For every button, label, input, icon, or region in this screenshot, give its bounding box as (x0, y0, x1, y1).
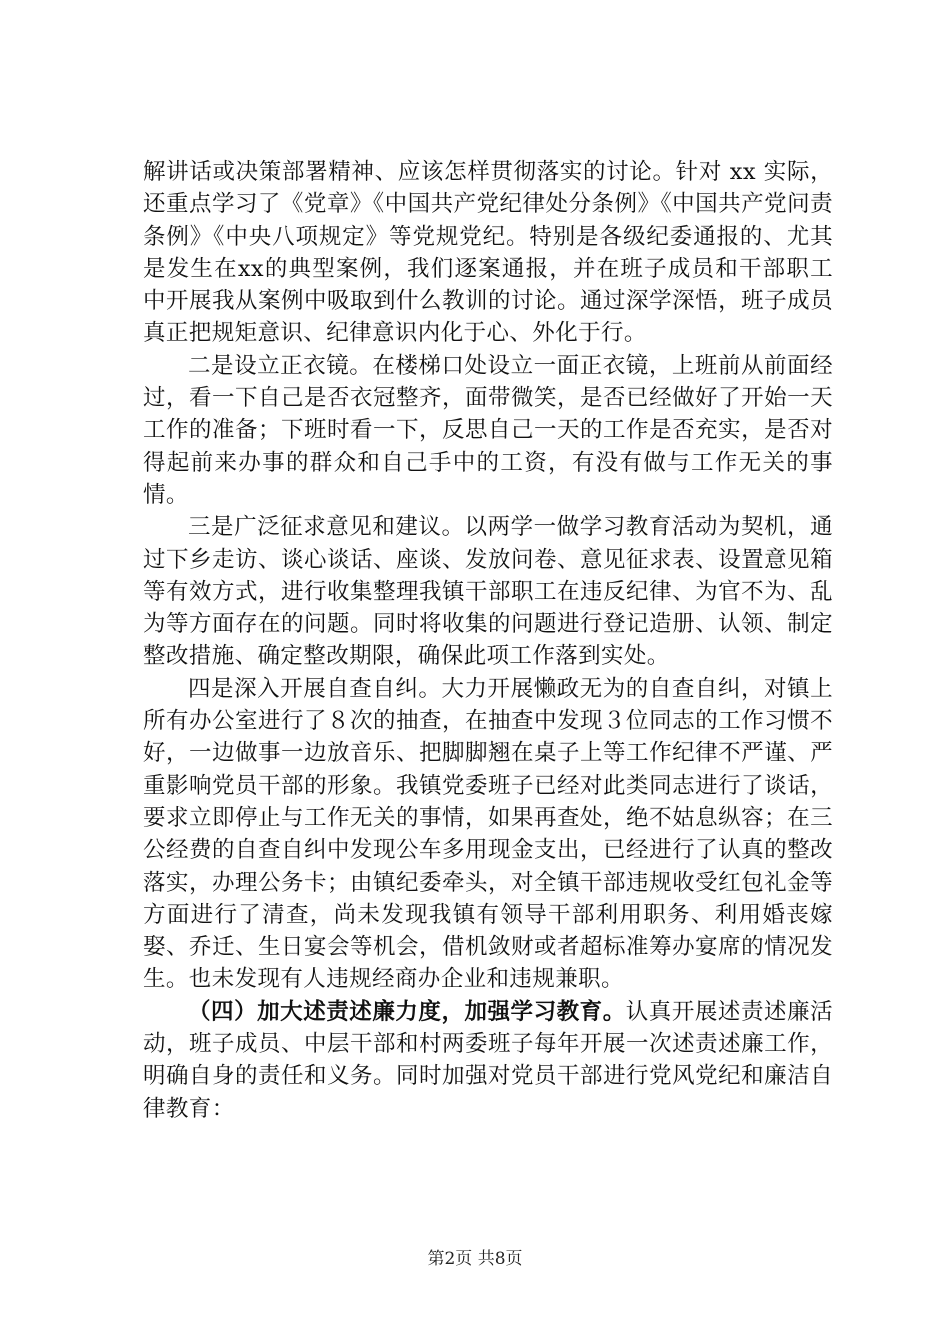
paragraph-mirror: 二是设立正衣镜。在楼梯口处设立一面正衣镜，上班前从前面经过，看一下自己是否衣冠整齐，面带微笑，是否已经做好了开始一天工作的准备；下班时看一下，反思自己一天的工作是否充实，是否对得起前来办事的群众和自己手中的工资，有没有做与工作无关的事情。 (143, 352, 833, 508)
paragraph-accountability (143, 996, 833, 1125)
paragraph-study: 解讲话或决策部署精神、应该怎样贯彻落实的讨论。针对 xx 实际，还重点学习了《党章》《中国共产党纪律处分条例》《中国共产党问责条例》《中央八项规定》等党规党纪。特别是各级纪委通报的、尤其是发生在xx的典型案例，我们逐案通报，并在班子成员和干部职工中开展我从案例中吸取到什么教训的讨论。通过深学深悟，班子成员真正把规矩意识、纪律意识内化于心、外化于行。 (143, 159, 833, 347)
paragraph-self-inspection: 四是深入开展自查自纠。大力开展懒政无为的自查自纠，对镇上所有办公室进行了８次的抽查，在抽查中发现３位同志的工作习惯不好，一边做事一边放音乐、把脚脚翘在桌子上等工作纪律不严谨、严重影响党员干部的形象。我镇党委班子已经对此类同志进行了谈话，要求立即停止与工作无关的事情，如果再查处，绝不姑息纵容；在三公经费的自查自纠中发现公车多用现金支出，已经进行了认真的整改落实，办理公务卡；由镇纪委牵头，对全镇干部违规收受红包礼金等方面进行了清查，尚未发现我镇有领导干部利用职务、利用婚丧嫁娶、乔迁、生日宴会等机会，借机敛财或者超标准筹办宴席的情况发生。也未发现有人违规经商办企业和违规兼职。 (143, 675, 833, 993)
page-number: 第2页 共8页 (427, 1249, 523, 1269)
document-body (143, 156, 833, 1125)
paragraph-opinions: 三是广泛征求意见和建议。以两学一做学习教育活动为契机，通过下乡走访、谈心谈话、座谈、发放问卷、意见征求表、设置意见箱等有效方式，进行收集整理我镇干部职工在违反纪律、为官不为、乱为等方面存在的问题。同时将收集的问题进行登记造册、认领、制定整改措施、确定整改期限，确保此项工作落到实处。 (143, 514, 833, 670)
section-heading: （四）加大述责述廉力度，加强学习教育。 (188, 998, 626, 1025)
section-body: 认真开展述责述廉活动，班子成员、中层干部和村两委班子每年开展一次述责述廉工作，明确自身的责任和义务。同时加强对党员干部进行党风党纪和廉洁自律教育： (143, 998, 833, 1122)
